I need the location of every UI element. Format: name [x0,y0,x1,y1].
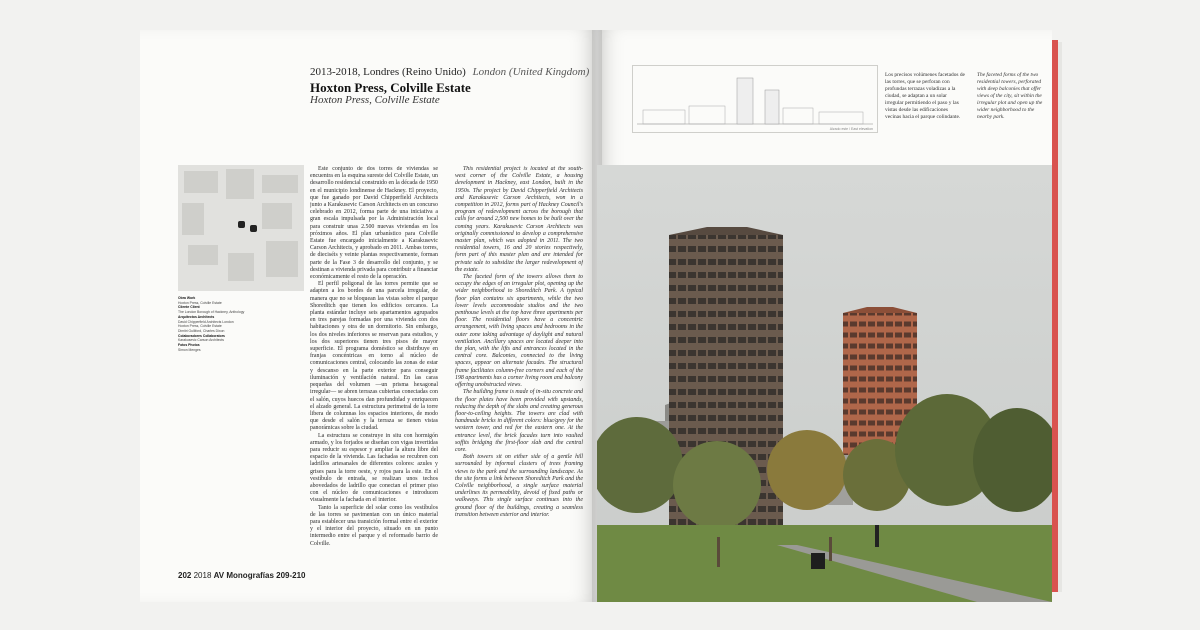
site-plan [178,165,304,291]
credit-line: Fotos Photos [178,343,200,348]
photo-caption-en: The faceted forms of the two residential towers, perforated with deep balconies that offer views of the city, sit within the irregular plot and open up the wider neighborhood to the nearby park. [977,72,1043,120]
body-text-en [455,166,583,552]
elevation-caption: Alzado este / East elevation [829,127,873,131]
photo-caption-es: Los precisos volúmenes facetados de las torres, que se perforan con profundas terrazas voladizas a la ciudad, se adaptan a un solar irregular permitiendo el paso y las vistas desde las edificaciones vecinas hacia el parque colindante. [885,72,965,120]
project-location [310,66,589,78]
credit-line: Colaboradores Collaborators [178,333,225,338]
east-tower-marker [250,225,257,232]
folio [178,571,306,580]
building-photo [597,165,1052,602]
page-title: Hoxton Press, Colville Estate [310,80,471,95]
page-stack [1058,42,1062,592]
photo-graphic [597,165,1052,602]
credit-line: Dimitri Gulliford, Charles Dixon [178,328,225,333]
location-es: 2013-2018, Londres (Reino Unido) [310,66,466,78]
credit-line: Arquitectos Architects [178,314,215,319]
paragraph: Both towers sit on either side of a gentle hill surrounded by informal clusters of trees framing views to the park and the surrounding landscape. As the site forms a link between Shoreditch Park and the Colville neighborhood, a single surface material underlines its permeability, devoid of fixed paths or walkways. This single surface continues into the ground floor of the buildings, creating a seamless transition between exterior and interior. [455,454,583,518]
page-subtitle: Hoxton Press, Colville Estate [310,94,440,106]
paragraph: Tanto la superficie del solar como los vestíbulos de las torres se pavimentan con un único material para establecer una transición formal entre el exterior y el interior del proyecto, situado en un punto intermedio entre el parque y el reformado barrio de Colville. [310,504,438,547]
paragraph: Este conjunto de dos torres de viviendas se encuentra en la esquina sureste del Colville Estate, un desarrollo residencial construido en la década de 1950 en el municipio londinense de Hackney. El proyecto, que fue ganado por David Chipperfield Architects junto a Karakusevic Carson Architects en un concurso celebrado en 2012, forma parte de una iniciativa a gran escala impulsada por la Administración local para construir unas 2.500 nuevas viviendas en los próximos años. El plan urbanístico para Colville Estate fue encargado inicialmente a Karakusevic Carson Architects, y aprobado en 2011. Ambas torres, de dieciséis y veinte plantas respectivamente, forman parte de la Fase 3 de desarrollo del conjunto, y se destinan a vivienda privada para contribuir a financiar económicamente el resto de la operación. [310,166,438,281]
paragraph: This residential project is located at the south-west corner of the Colville Estate, a housing development in Hackney, east London, built in the 1950s. The project by David Chipperfield Architects and Karakusevic Carson Architects, won in a competition in 2012, forms part of Hackney Council's program of redevelopment across the borough that calls for around 2,500 new homes to be built over the coming years. Karakusevic Carson Architects was originally commissioned to develop a comprehensive master plan, which was adopted in 2011. The two residential towers, 16 and 20 stories respectively, form part of this master plan and are intended for private sale to subsidize the larger redevelopment of the estate. [455,166,583,273]
paragraph: La estructura se construye in situ con hormigón armado, y los forjados se diseñan con vigas invertidas para reducir su espesor y ampliar la altura libre del espacio de la vivienda. Las fachadas se recubren con ladrillos artesanales de diferentes colores: azules y grises para la torre oeste, y rojos para la este. En el vestíbulo de entrada, se realizan unos techos abovedados de ladrillo que conectan el primer piso con el núcleo de comunicaciones e introducen visualmente la fachada en el interior. [310,432,438,504]
elevation-drawing [632,65,878,133]
credit-line: Karakusevic Carson Architects [178,338,224,343]
credit-line: David Chipperfield Architects London [178,319,234,324]
west-tower-marker [238,221,245,228]
credit-line: Hoxton Press, Colville Estate [178,324,222,329]
credit-line: Simon Menges [178,347,201,352]
credits [178,296,304,518]
body-text-es [310,166,438,552]
elevation-graphic [633,66,877,132]
folio-year: 2018 [193,571,212,580]
credit-line: Cliente Client [178,305,200,310]
paragraph: El perfil poligonal de las torres permite que se adapten a los bordes de una parcela irregular, de manera que no se bloquean las vistas sobre el parque Shoreditch que tienen los edificios cercanos. La planta estándar incluye seis apartamentos agrupados en tres parejas formadas por una vivienda con dos habitaciones y otra de un dormitorio. Sin embargo, los dos niveles inferiores se reservan para estudios, y los dos superiores tienen tres pisos de mayor superficie. El programa doméstico se distribuye en franjas concéntricas en torno al núcleo de comunicaciones central, colocando las zonas de estar y descanso en la parte exterior para conseguir iluminación y ventilación natural. En las caras pequeñas del volumen —un prisma hexagonal irregular— se abren terrazas cubiertas conectadas con el salón, cuyos huecos dan profundidad y enriquecen el alzado general. La estructura perimetral de la torre libera de columnas los espacios interiores, de modo que desde el salón y la terraza se tienen vistas panorámicas sobre la ciudad. [310,281,438,432]
paragraph: The building frame is made of in-situ concrete and the floor plates have been provided with upstands, reducing the depth of the slabs and creating generous floor-to-ceiling heights. The towers are clad with handmade bricks in different colors: blue/grey for the western tower, and red for the eastern one. At the entrance level, the brick facades turn into vaulted soffits bridging the first-floor slab and the central core. [455,389,583,453]
credit-line: Obra Work [178,296,196,300]
credit-line: The London Borough of Hackney, Anthology [178,310,245,315]
credit-line: Hoxton Press, Colville Estate [178,300,222,305]
paragraph: The faceted form of the towers allows them to occupy the edges of an irregular plot, opening up the wider neighborhood to Shoreditch Park. A typical floor plan contains six apartments, while the two lower levels accommodate studios and the two penthouse levels at the top have three apartments per floor. The residential floors have a concentric arrangement, with living spaces and bedrooms in the outer zone taking advantage of daylight and natural ventilation. Ancillary spaces are located deeper into the plan, with the lifts and entrances located in the central core. Balconies, connected to the living spaces, appear on alternate facades. The structural frame facilitates column-free corners and each of the 198 apartments has a corner living room and balcony offering unobstructed views. [455,274,583,389]
location-en: London (United Kingdom) [472,66,590,78]
folio-publication: AV Monografías 209-210 [213,571,306,580]
page-number: 202 [178,571,192,580]
